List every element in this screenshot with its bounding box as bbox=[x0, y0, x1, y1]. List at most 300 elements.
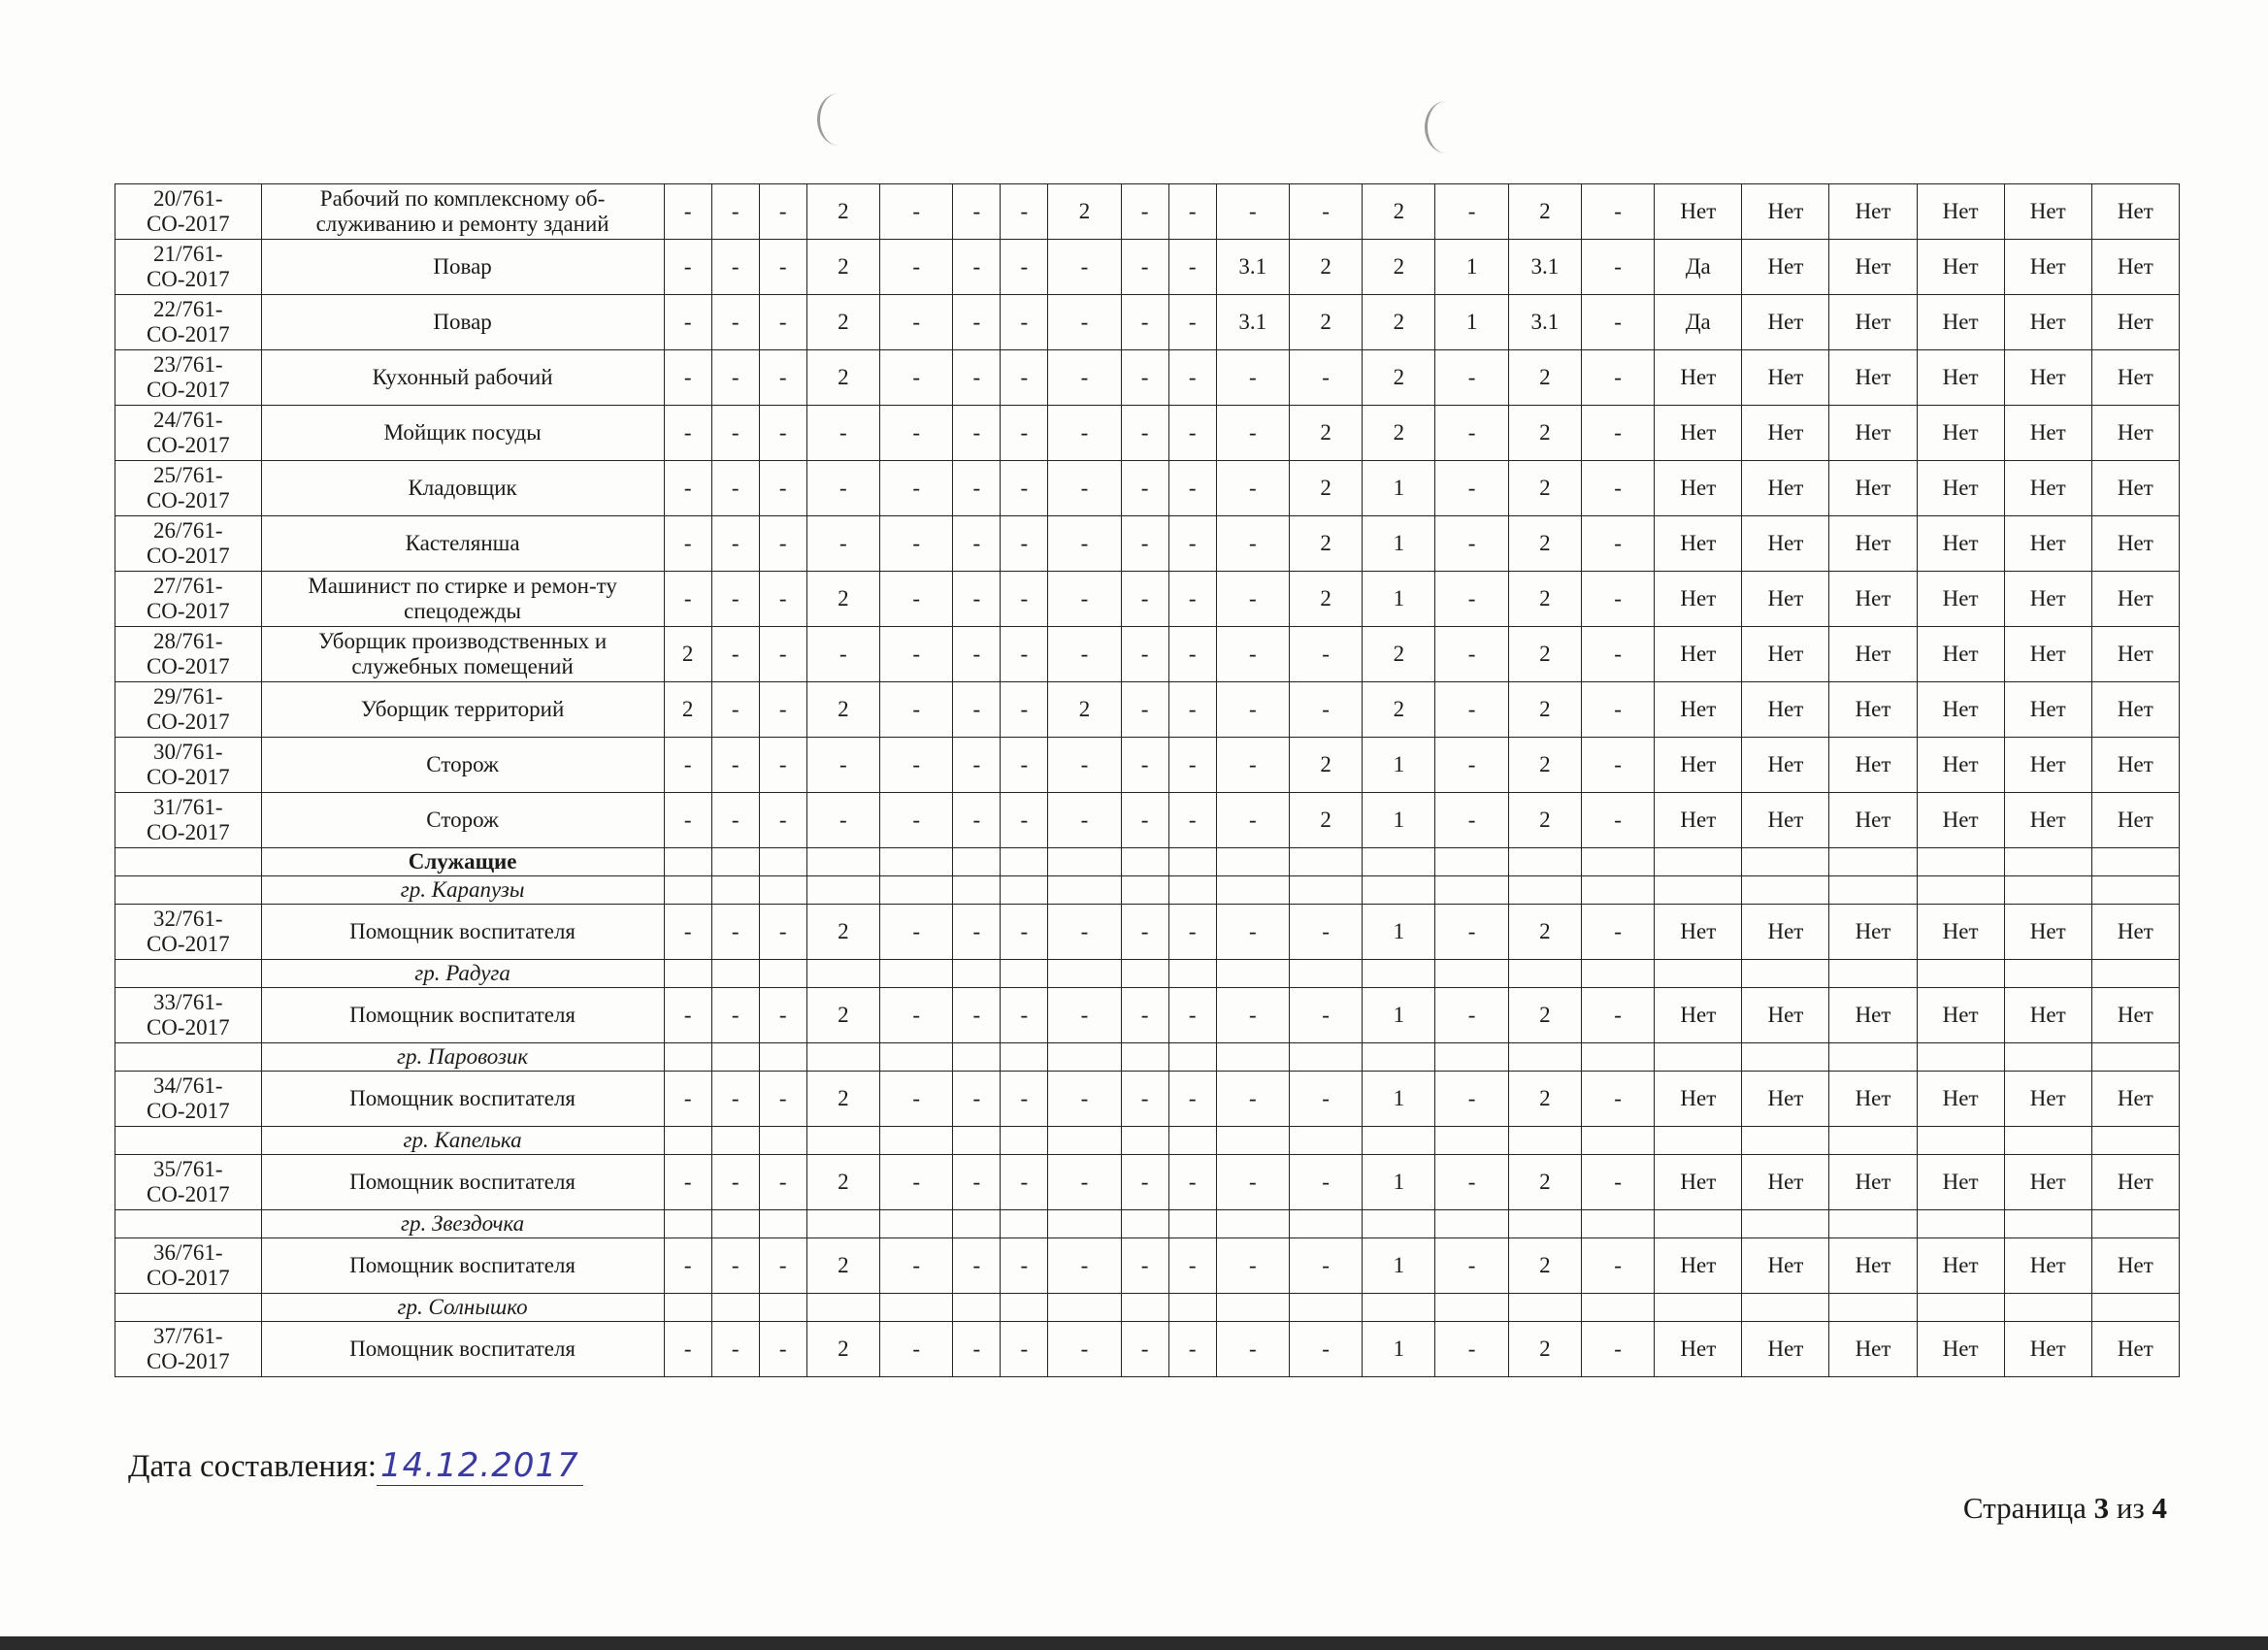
group-title: гр. Звездочка bbox=[261, 1210, 664, 1238]
empty-cell bbox=[1289, 848, 1362, 876]
table-cell: 2 bbox=[1508, 461, 1581, 516]
table-cell: Нет bbox=[1829, 988, 1917, 1043]
table-cell: - bbox=[880, 406, 953, 461]
table-cell: Нет bbox=[2091, 572, 2179, 627]
table-cell: - bbox=[664, 1238, 711, 1294]
table-cell: - bbox=[1001, 295, 1048, 350]
table-row bbox=[115, 1322, 2180, 1377]
table-cell: - bbox=[664, 516, 711, 572]
table-cell: - bbox=[1289, 905, 1362, 960]
table-cell: - bbox=[1582, 988, 1655, 1043]
table-cell: - bbox=[1001, 627, 1048, 682]
table-cell: - bbox=[880, 1072, 953, 1127]
empty-cell bbox=[1582, 1210, 1655, 1238]
empty-cell bbox=[1655, 876, 1742, 905]
table-cell: - bbox=[1048, 572, 1121, 627]
table-cell: - bbox=[806, 516, 879, 572]
table-cell: 2 bbox=[1289, 516, 1362, 572]
table-cell: Нет bbox=[1917, 1072, 2004, 1127]
table-cell: - bbox=[1216, 988, 1289, 1043]
table-cell: Нет bbox=[1742, 461, 1829, 516]
table-cell: - bbox=[1216, 572, 1289, 627]
position-name: Помощник воспитателя bbox=[261, 988, 664, 1043]
position-name: Сторож bbox=[261, 738, 664, 793]
table-cell: - bbox=[1121, 738, 1168, 793]
table-cell: - bbox=[711, 516, 759, 572]
table-cell: - bbox=[711, 682, 759, 738]
table-cell: - bbox=[1001, 682, 1048, 738]
table-cell: - bbox=[1289, 1072, 1362, 1127]
table-cell: Нет bbox=[2004, 1238, 2091, 1294]
workplace-code: 21/761-СО-2017 bbox=[115, 240, 262, 295]
table-cell: - bbox=[1216, 1072, 1289, 1127]
table-cell: Нет bbox=[1655, 516, 1742, 572]
table-cell: 2 bbox=[806, 572, 879, 627]
table-cell: - bbox=[711, 406, 759, 461]
table-cell: - bbox=[1216, 627, 1289, 682]
empty-cell bbox=[1508, 1294, 1581, 1322]
table-cell: 2 bbox=[806, 905, 879, 960]
table-cell: Нет bbox=[1655, 1072, 1742, 1127]
table-cell: - bbox=[1168, 988, 1216, 1043]
table-cell: - bbox=[1216, 905, 1289, 960]
empty-cell bbox=[1655, 1127, 1742, 1155]
empty-cell bbox=[880, 1127, 953, 1155]
empty-cell bbox=[2004, 848, 2091, 876]
table-cell: - bbox=[953, 627, 1001, 682]
table-cell: Нет bbox=[1655, 905, 1742, 960]
empty-cell bbox=[1363, 1210, 1435, 1238]
workplace-code: 29/761-СО-2017 bbox=[115, 682, 262, 738]
table-cell: - bbox=[880, 793, 953, 848]
table-cell: - bbox=[1168, 184, 1216, 240]
empty-cell bbox=[1508, 848, 1581, 876]
table-row bbox=[115, 682, 2180, 738]
table-cell: - bbox=[806, 406, 879, 461]
table-cell: - bbox=[664, 295, 711, 350]
table-cell: Нет bbox=[1655, 1238, 1742, 1294]
empty-cell bbox=[711, 1210, 759, 1238]
table-cell: - bbox=[953, 406, 1001, 461]
table-cell: - bbox=[759, 1322, 806, 1377]
empty-cell bbox=[711, 1127, 759, 1155]
table-cell: - bbox=[664, 350, 711, 406]
table-cell: - bbox=[711, 988, 759, 1043]
empty-cell bbox=[759, 876, 806, 905]
table-cell: - bbox=[759, 350, 806, 406]
table-cell: 2 bbox=[1508, 627, 1581, 682]
table-cell: 2 bbox=[1363, 295, 1435, 350]
table-cell: - bbox=[1048, 240, 1121, 295]
table-cell: - bbox=[880, 988, 953, 1043]
empty-cell bbox=[1048, 848, 1121, 876]
workplace-code: 24/761-СО-2017 bbox=[115, 406, 262, 461]
empty-cell bbox=[711, 848, 759, 876]
table-cell: - bbox=[1001, 1155, 1048, 1210]
table-cell: - bbox=[1048, 1155, 1121, 1210]
table-cell: - bbox=[1435, 682, 1508, 738]
table-cell: - bbox=[1289, 184, 1362, 240]
table-cell: - bbox=[880, 184, 953, 240]
table-cell: 3.1 bbox=[1508, 295, 1581, 350]
table-cell: - bbox=[759, 1238, 806, 1294]
empty-cell bbox=[2004, 1210, 2091, 1238]
table-cell: Нет bbox=[1742, 988, 1829, 1043]
empty-cell bbox=[1917, 1043, 2004, 1072]
table-cell: - bbox=[1289, 1322, 1362, 1377]
empty-cell bbox=[806, 876, 879, 905]
table-cell: - bbox=[1168, 1155, 1216, 1210]
table-row bbox=[115, 295, 2180, 350]
table-cell: 2 bbox=[664, 627, 711, 682]
workplace-code: 23/761-СО-2017 bbox=[115, 350, 262, 406]
table-cell: - bbox=[1121, 184, 1168, 240]
table-cell: Нет bbox=[2004, 1155, 2091, 1210]
table-cell: - bbox=[664, 461, 711, 516]
table-row bbox=[115, 572, 2180, 627]
empty-cell bbox=[2091, 1127, 2179, 1155]
table-cell: - bbox=[664, 738, 711, 793]
table-cell: Нет bbox=[1917, 1322, 2004, 1377]
table-cell: - bbox=[1168, 1072, 1216, 1127]
empty-cell bbox=[1048, 960, 1121, 988]
table-cell: Нет bbox=[1917, 461, 2004, 516]
table-cell: - bbox=[953, 295, 1001, 350]
table-cell: Нет bbox=[1917, 905, 2004, 960]
table-cell: Нет bbox=[2091, 988, 2179, 1043]
empty-cell bbox=[1829, 1127, 1917, 1155]
table-cell: - bbox=[1216, 516, 1289, 572]
empty-cell bbox=[1655, 848, 1742, 876]
empty-cell bbox=[1582, 848, 1655, 876]
table-cell: - bbox=[1048, 627, 1121, 682]
empty-cell bbox=[1363, 876, 1435, 905]
table-cell: 2 bbox=[806, 1322, 879, 1377]
empty-cell bbox=[2004, 1294, 2091, 1322]
table-cell: - bbox=[953, 1322, 1001, 1377]
empty-cell bbox=[1216, 1210, 1289, 1238]
empty-cell bbox=[664, 1127, 711, 1155]
empty-cell bbox=[1582, 1043, 1655, 1072]
table-cell: - bbox=[880, 682, 953, 738]
empty-cell bbox=[1582, 960, 1655, 988]
empty-cell bbox=[1216, 1127, 1289, 1155]
empty-cell bbox=[806, 1210, 879, 1238]
group-title: гр. Карапузы bbox=[261, 876, 664, 905]
table-cell: - bbox=[1168, 1322, 1216, 1377]
table-cell: 1 bbox=[1363, 1238, 1435, 1294]
empty-cell bbox=[115, 1043, 262, 1072]
table-cell: - bbox=[1216, 682, 1289, 738]
table-cell: - bbox=[953, 793, 1001, 848]
table-cell: Нет bbox=[2004, 406, 2091, 461]
empty-cell bbox=[880, 1294, 953, 1322]
table-cell: - bbox=[1435, 905, 1508, 960]
empty-cell bbox=[1435, 1043, 1508, 1072]
table-row bbox=[115, 1155, 2180, 1210]
assessment-table-body bbox=[115, 184, 2180, 1377]
empty-cell bbox=[1001, 848, 1048, 876]
section-row bbox=[115, 848, 2180, 876]
table-cell: - bbox=[1048, 988, 1121, 1043]
table-cell: - bbox=[1582, 240, 1655, 295]
table-cell: Нет bbox=[1829, 295, 1917, 350]
group-row bbox=[115, 1127, 2180, 1155]
table-cell: Нет bbox=[1742, 240, 1829, 295]
table-cell: - bbox=[759, 406, 806, 461]
workplace-code: 26/761-СО-2017 bbox=[115, 516, 262, 572]
page-counter-prefix: Страница bbox=[1962, 1491, 2087, 1525]
group-title: гр. Солнышко bbox=[261, 1294, 664, 1322]
table-cell: - bbox=[806, 738, 879, 793]
table-cell: - bbox=[1582, 295, 1655, 350]
group-row bbox=[115, 876, 2180, 905]
compilation-date-label: Дата составления: bbox=[128, 1449, 378, 1484]
empty-cell bbox=[1048, 876, 1121, 905]
table-row bbox=[115, 350, 2180, 406]
empty-cell bbox=[953, 876, 1001, 905]
empty-cell bbox=[1168, 876, 1216, 905]
empty-cell bbox=[1001, 1043, 1048, 1072]
table-row bbox=[115, 184, 2180, 240]
empty-cell bbox=[1289, 1210, 1362, 1238]
group-title: гр. Паровозик bbox=[261, 1043, 664, 1072]
group-row bbox=[115, 1210, 2180, 1238]
empty-cell bbox=[1655, 1294, 1742, 1322]
table-cell: - bbox=[1289, 627, 1362, 682]
table-cell: Нет bbox=[1655, 988, 1742, 1043]
empty-cell bbox=[2091, 960, 2179, 988]
workplace-code: 28/761-СО-2017 bbox=[115, 627, 262, 682]
table-cell: Нет bbox=[1655, 572, 1742, 627]
table-row bbox=[115, 1238, 2180, 1294]
table-cell: - bbox=[1435, 406, 1508, 461]
table-cell: Нет bbox=[2004, 1072, 2091, 1127]
empty-cell bbox=[1289, 876, 1362, 905]
table-cell: - bbox=[664, 184, 711, 240]
table-cell: - bbox=[1582, 350, 1655, 406]
table-cell: - bbox=[953, 572, 1001, 627]
table-cell: - bbox=[1001, 988, 1048, 1043]
table-cell: Нет bbox=[2091, 184, 2179, 240]
table-cell: - bbox=[1216, 461, 1289, 516]
table-cell: Нет bbox=[1829, 240, 1917, 295]
table-cell: Нет bbox=[2091, 1238, 2179, 1294]
table-cell: - bbox=[1582, 184, 1655, 240]
table-cell: 2 bbox=[1289, 240, 1362, 295]
table-cell: 2 bbox=[1289, 738, 1362, 793]
table-cell: Нет bbox=[1917, 738, 2004, 793]
table-cell: - bbox=[1001, 572, 1048, 627]
workplace-code: 32/761-СО-2017 bbox=[115, 905, 262, 960]
empty-cell bbox=[1121, 960, 1168, 988]
table-cell: - bbox=[1435, 793, 1508, 848]
empty-cell bbox=[1917, 876, 2004, 905]
table-cell: 2 bbox=[1508, 1322, 1581, 1377]
table-cell: Нет bbox=[2004, 516, 2091, 572]
table-cell: - bbox=[664, 406, 711, 461]
empty-cell bbox=[1742, 1210, 1829, 1238]
empty-cell bbox=[664, 1043, 711, 1072]
table-row bbox=[115, 406, 2180, 461]
table-cell: - bbox=[1216, 738, 1289, 793]
table-cell: - bbox=[1121, 461, 1168, 516]
table-cell: Нет bbox=[2004, 1322, 2091, 1377]
table-cell: - bbox=[1289, 350, 1362, 406]
table-cell: - bbox=[1121, 793, 1168, 848]
empty-cell bbox=[1655, 960, 1742, 988]
empty-cell bbox=[1829, 1210, 1917, 1238]
empty-cell bbox=[1829, 1043, 1917, 1072]
empty-cell bbox=[1168, 848, 1216, 876]
empty-cell bbox=[1289, 960, 1362, 988]
table-cell: - bbox=[759, 461, 806, 516]
empty-cell bbox=[2091, 1043, 2179, 1072]
workplace-code: 22/761-СО-2017 bbox=[115, 295, 262, 350]
table-cell: - bbox=[1001, 184, 1048, 240]
page-counter bbox=[1963, 1491, 2167, 1526]
table-cell: - bbox=[711, 1322, 759, 1377]
table-cell: - bbox=[1435, 1238, 1508, 1294]
empty-cell bbox=[1435, 1210, 1508, 1238]
table-cell: 2 bbox=[806, 240, 879, 295]
empty-cell bbox=[880, 1210, 953, 1238]
table-cell: 2 bbox=[1363, 350, 1435, 406]
table-cell: - bbox=[759, 295, 806, 350]
empty-cell bbox=[1001, 1127, 1048, 1155]
table-cell: - bbox=[759, 240, 806, 295]
table-cell: - bbox=[1435, 1322, 1508, 1377]
group-row bbox=[115, 1294, 2180, 1322]
table-cell: - bbox=[1001, 793, 1048, 848]
empty-cell bbox=[953, 960, 1001, 988]
table-cell: Нет bbox=[1655, 350, 1742, 406]
table-cell: 1 bbox=[1363, 793, 1435, 848]
empty-cell bbox=[1829, 960, 1917, 988]
table-cell: Нет bbox=[2004, 295, 2091, 350]
table-row bbox=[115, 738, 2180, 793]
table-cell: - bbox=[953, 184, 1001, 240]
table-cell: Нет bbox=[1917, 184, 2004, 240]
table-cell: 2 bbox=[1289, 295, 1362, 350]
table-cell: Нет bbox=[1829, 1238, 1917, 1294]
table-cell: 2 bbox=[1508, 682, 1581, 738]
table-cell: - bbox=[806, 461, 879, 516]
table-cell: - bbox=[759, 738, 806, 793]
empty-cell bbox=[806, 1127, 879, 1155]
empty-cell bbox=[1742, 960, 1829, 988]
table-cell: Нет bbox=[1655, 184, 1742, 240]
table-cell: - bbox=[1435, 988, 1508, 1043]
empty-cell bbox=[759, 1294, 806, 1322]
empty-cell bbox=[115, 960, 262, 988]
table-cell: - bbox=[1001, 240, 1048, 295]
table-cell: 2 bbox=[664, 682, 711, 738]
table-cell: 2 bbox=[1289, 793, 1362, 848]
table-cell: Нет bbox=[1829, 1322, 1917, 1377]
table-cell: 2 bbox=[1508, 905, 1581, 960]
table-cell: Нет bbox=[1829, 572, 1917, 627]
empty-cell bbox=[1289, 1043, 1362, 1072]
table-cell: - bbox=[1582, 682, 1655, 738]
empty-cell bbox=[1121, 1210, 1168, 1238]
table-cell: - bbox=[880, 738, 953, 793]
table-cell: - bbox=[1001, 905, 1048, 960]
table-cell: - bbox=[1435, 350, 1508, 406]
table-cell: - bbox=[880, 572, 953, 627]
table-cell: - bbox=[1582, 738, 1655, 793]
empty-cell bbox=[1829, 1294, 1917, 1322]
table-row bbox=[115, 240, 2180, 295]
table-cell: Нет bbox=[1742, 295, 1829, 350]
table-cell: - bbox=[1001, 350, 1048, 406]
table-cell: Нет bbox=[2091, 240, 2179, 295]
empty-cell bbox=[1363, 848, 1435, 876]
table-cell: - bbox=[1001, 406, 1048, 461]
table-cell: Нет bbox=[1917, 572, 2004, 627]
section-title: Служащие bbox=[261, 848, 664, 876]
empty-cell bbox=[759, 1043, 806, 1072]
table-cell: - bbox=[1582, 461, 1655, 516]
group-row bbox=[115, 1043, 2180, 1072]
table-cell: - bbox=[1001, 1238, 1048, 1294]
workplace-code: 36/761-СО-2017 bbox=[115, 1238, 262, 1294]
table-cell: Нет bbox=[1917, 793, 2004, 848]
table-cell: Нет bbox=[1917, 350, 2004, 406]
table-cell: - bbox=[711, 572, 759, 627]
position-name: Помощник воспитателя bbox=[261, 905, 664, 960]
empty-cell bbox=[2091, 848, 2179, 876]
empty-cell bbox=[115, 1294, 262, 1322]
table-cell: - bbox=[880, 1155, 953, 1210]
empty-cell bbox=[1508, 1043, 1581, 1072]
empty-cell bbox=[2004, 1127, 2091, 1155]
table-cell: 2 bbox=[1508, 988, 1581, 1043]
empty-cell bbox=[1655, 1043, 1742, 1072]
table-row bbox=[115, 1072, 2180, 1127]
table-cell: 2 bbox=[806, 682, 879, 738]
table-cell: - bbox=[953, 1072, 1001, 1127]
empty-cell bbox=[2091, 1294, 2179, 1322]
table-cell: - bbox=[1582, 516, 1655, 572]
table-cell: - bbox=[1216, 350, 1289, 406]
table-cell: Нет bbox=[1829, 793, 1917, 848]
table-cell: Нет bbox=[2004, 793, 2091, 848]
table-cell: 2 bbox=[806, 1155, 879, 1210]
group-row bbox=[115, 960, 2180, 988]
table-cell: - bbox=[953, 461, 1001, 516]
table-cell: Нет bbox=[2004, 240, 2091, 295]
table-cell: - bbox=[664, 988, 711, 1043]
empty-cell bbox=[1121, 1043, 1168, 1072]
workplace-code: 37/761-СО-2017 bbox=[115, 1322, 262, 1377]
table-cell: Нет bbox=[1655, 406, 1742, 461]
empty-cell bbox=[1435, 1294, 1508, 1322]
table-cell: Нет bbox=[2091, 1072, 2179, 1127]
table-cell: - bbox=[759, 516, 806, 572]
empty-cell bbox=[759, 848, 806, 876]
table-cell: - bbox=[1435, 572, 1508, 627]
empty-cell bbox=[1363, 1127, 1435, 1155]
table-cell: 3.1 bbox=[1216, 295, 1289, 350]
compilation-date-value: 14.12.2017 bbox=[377, 1446, 583, 1486]
table-cell: - bbox=[1582, 406, 1655, 461]
workplace-code: 34/761-СО-2017 bbox=[115, 1072, 262, 1127]
empty-cell bbox=[115, 1210, 262, 1238]
empty-cell bbox=[1655, 1210, 1742, 1238]
table-cell: - bbox=[1121, 516, 1168, 572]
table-cell: - bbox=[953, 905, 1001, 960]
